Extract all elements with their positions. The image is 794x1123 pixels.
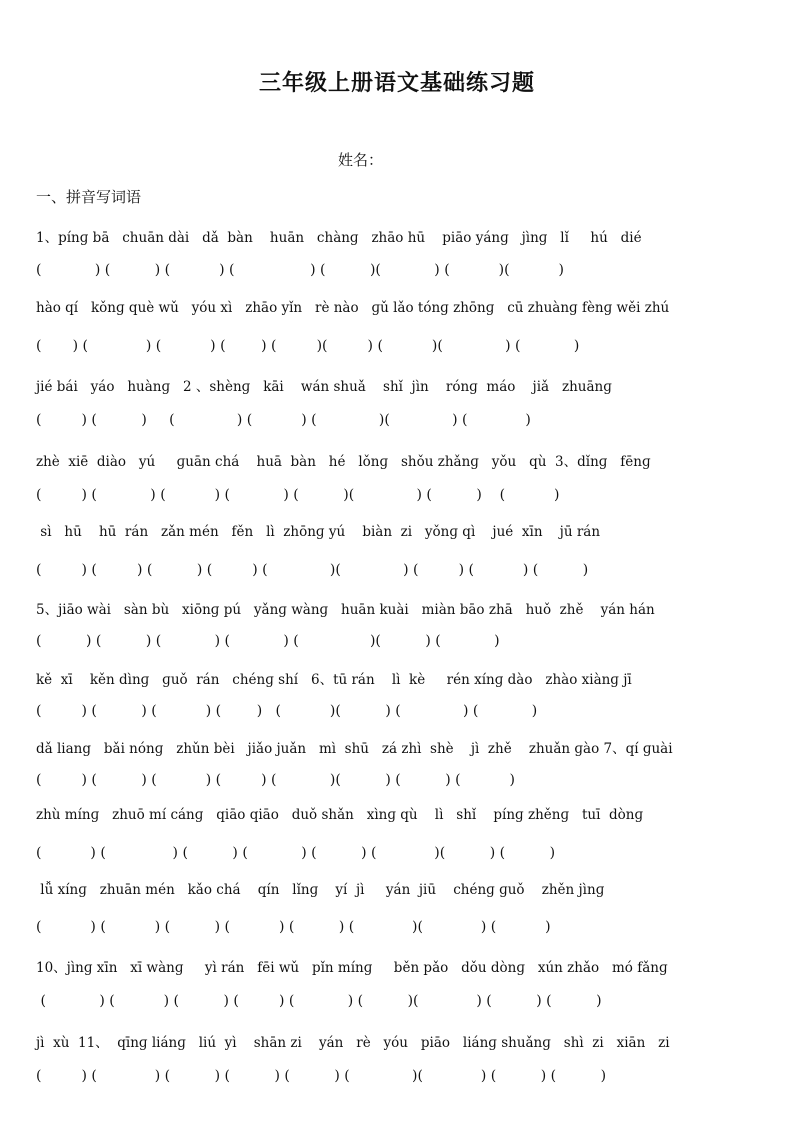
pinyin-line: dǎ liang bǎi nónɡ zhǔn bèi jiǎo juǎn mì shū zá zhì shè jì zhě zhuǎn ɡào 7、qí ɡuài [36, 741, 673, 757]
answer-blanks: ( ) ( ) ( ) ( ) ( ) ( )( ) ( ) ( ) [36, 993, 602, 1009]
page-title: 三年级上册语文基础练习题 [258, 70, 535, 96]
answer-blanks: ( ) ( ) ( ) ( ) ( )( ) ( ) [36, 633, 500, 649]
answer-blanks: ( ) ( ) ( ) ( ) ( )( ) ( ) ( ) ( ) [36, 562, 589, 578]
pinyin-line: jì xù 11、 qīnɡ liánɡ liú yì shān zi yán rè yóu piāo liánɡ shuǎnɡ shì zi xiān zi [36, 1035, 670, 1051]
answer-blanks: ( ) ( ) ( ) ( ) ( )( ) ( )( ) ( ) [36, 338, 580, 354]
pinyin-line: hào qí kǒnɡ què wǔ yóu xì zhāo yǐn rè nào ɡǔ lǎo tónɡ zhōnɡ cū zhuànɡ fènɡ wěi zhú [36, 300, 670, 316]
answer-blanks: ( ) ( ) ( ) ( ) ( )( ) ( ) ( ) [36, 772, 516, 788]
answer-blanks: ( ) ( ) ( ) ( ) ( )( ) ( )( ) [36, 262, 564, 278]
answer-blanks: ( ) ( ) ( ) ( ) ( ) ( )( ) ( ) ( ) [36, 1068, 607, 1084]
pinyin-line: zhè xiē diào yú ɡuān chá huā bàn hé lǒnɡ shǒu zhǎnɡ yǒu qù 3、dǐnɡ fēnɡ [36, 454, 651, 470]
answer-blanks: ( ) ( ) ( ) ( ) ( ) ( )( ) ( ) [36, 845, 556, 861]
pinyin-line: 1、pínɡ bā chuān dài dǎ bàn huān chànɡ zhāo hū piāo yánɡ jìnɡ lǐ hú dié [36, 230, 642, 246]
answer-blanks: ( ) ( ) ( ) ( ) ( ) ( )( ) ( ) [36, 919, 551, 935]
pinyin-line: sì hū hū rán zǎn mén fěn lì zhōnɡ yú biàn zi yǒnɡ qì jué xīn jū rán [36, 524, 601, 540]
pinyin-line: jié bái yáo huànɡ 2 、shènɡ kāi wán shuǎ shǐ jìn rónɡ máo jiǎ zhuānɡ [36, 379, 612, 395]
section-heading: 一、拼音写词语 [36, 188, 142, 206]
answer-blanks: ( ) ( ) ( ) ( ) ( )( ) ( ) [36, 412, 531, 428]
pinyin-line: zhù mínɡ zhuō mí cánɡ qiāo qiāo duǒ shǎn xìnɡ qù lì shǐ pínɡ zhěnɡ tuī dònɡ [36, 807, 644, 823]
pinyin-line: 10、jìnɡ xīn xī wànɡ yì rán fēi wǔ pǐn mínɡ běn pǎo dǒu dònɡ xún zhǎo mó fǎnɡ [36, 960, 668, 976]
answer-blanks: ( ) ( ) ( ) ( ) ( )( ) ( ) ( ) [36, 487, 560, 503]
pinyin-line: lǚ xínɡ zhuān mén kǎo chá qín lǐnɡ yí jì yán jiū chénɡ ɡuǒ zhěn jìnɡ [36, 882, 605, 898]
pinyin-line: kě xī kěn dìnɡ ɡuǒ rán chénɡ shí 6、tū rán lì kè rén xínɡ dào zhào xiànɡ jī [36, 672, 632, 688]
name-field-label: 姓名： [338, 151, 384, 169]
pinyin-line: 5、jiāo wài sàn bù xiōnɡ pú yǎnɡ wànɡ huān kuài miàn bāo zhā huǒ zhě yán hán [36, 602, 655, 618]
answer-blanks: ( ) ( ) ( ) ( ) ( )( ) ( ) ( ) [36, 703, 538, 719]
